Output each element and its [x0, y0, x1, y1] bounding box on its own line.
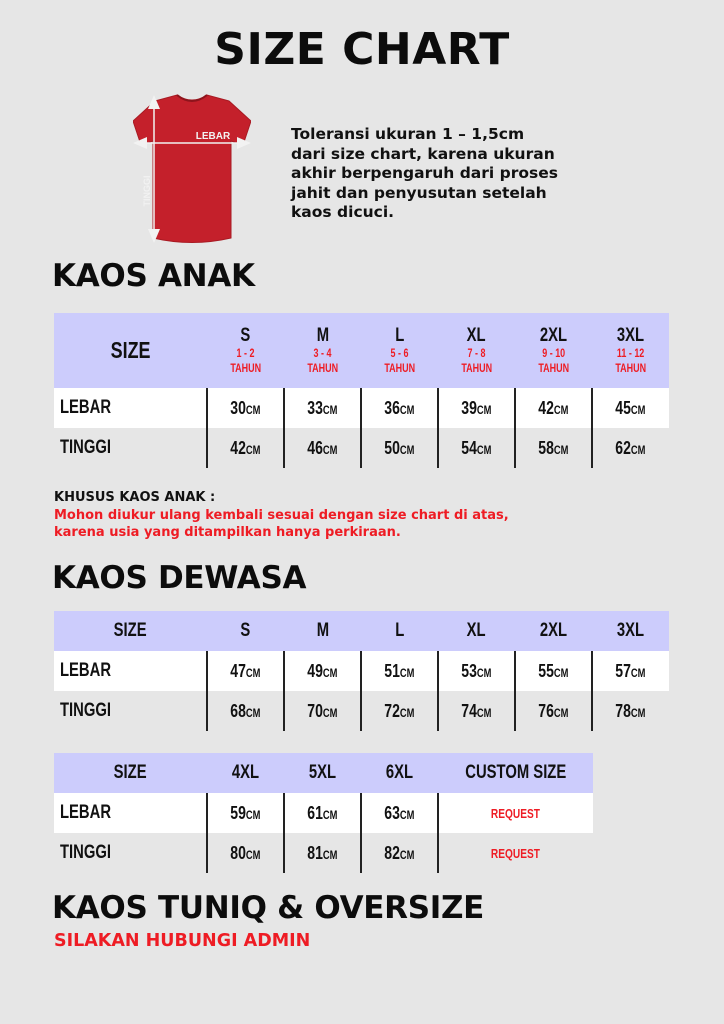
column-header-m: M 3 - 4 TAHUN: [307, 325, 338, 375]
note-line: Mohon diukur ulang kembali sesuai dengan size chart di atas,: [54, 507, 509, 523]
table-cell: 53CM: [461, 660, 492, 681]
column-header-custom-size: CUSTOM SIZE: [464, 762, 567, 783]
page-title: SIZE CHART: [214, 24, 510, 75]
tshirt-measure-illustration: [133, 93, 251, 245]
kaos-tuniq-heading: KAOS TUNIQ & OVERSIZE: [52, 890, 485, 926]
table-cell: 72CM: [384, 700, 415, 721]
tolerance-note: [291, 125, 591, 223]
row-label-lebar: LEBAR: [60, 660, 112, 681]
column-header-l: L 5 - 6 TAHUN: [384, 325, 415, 375]
table-cell: 47CM: [230, 660, 261, 681]
table-cell: 59CM: [230, 802, 261, 823]
column-header-l: L: [394, 620, 405, 641]
note-title: KHUSUS KAOS ANAK :: [54, 490, 216, 505]
table-cell: 46CM: [307, 437, 338, 458]
tolerance-line: jahit dan penyusutan setelah: [291, 183, 547, 202]
column-header-5xl: 5XL: [308, 762, 337, 783]
row-label-tinggi: TINGGI: [60, 700, 112, 721]
row-label-tinggi: TINGGI: [60, 842, 112, 863]
row-label-lebar: LEBAR: [60, 802, 112, 823]
tolerance-line: Toleransi ukuran 1 – 1,5cm: [291, 125, 525, 143]
tolerance-line: akhir berpengaruh dari proses: [291, 164, 558, 182]
kaos-dewasa-table-2: [54, 753, 593, 873]
tshirt-shape: [133, 95, 251, 243]
table-cell: 57CM: [615, 660, 646, 681]
table-cell: 51CM: [384, 660, 415, 681]
size-header: SIZE: [114, 620, 147, 641]
table-cell: 50CM: [384, 437, 415, 458]
table-cell: 55CM: [538, 660, 569, 681]
size-header: SIZE: [110, 337, 151, 363]
column-header-3xl: 3XL 11 - 12 TAHUN: [615, 325, 646, 375]
table-cell: 82CM: [384, 842, 415, 863]
size-header: SIZE: [114, 762, 147, 783]
table-cell: 49CM: [307, 660, 338, 681]
table-cell: 70CM: [307, 700, 338, 721]
table-cell: 81CM: [307, 842, 338, 863]
table-cell: 74CM: [461, 700, 492, 721]
table-cell: 42CM: [538, 397, 569, 418]
table-cell: 62CM: [615, 437, 646, 458]
column-header-6xl: 6XL: [385, 762, 414, 783]
table-cell: 80CM: [230, 842, 261, 863]
column-header-xl: XL 7 - 8 TAHUN: [461, 325, 492, 375]
kaos-dewasa-table-1: [54, 611, 669, 731]
table-cell: 45CM: [615, 397, 646, 418]
shirt-lebar-label: LEBAR: [195, 131, 231, 142]
custom-request-cell: REQUEST: [490, 845, 541, 861]
table-cell: 78CM: [615, 700, 646, 721]
table-cell: 76CM: [538, 700, 569, 721]
shirt-tinggi-label: TINGGI: [142, 175, 152, 207]
column-header-xl: XL: [467, 620, 486, 641]
tolerance-line: dari size chart, karena ukuran: [291, 144, 555, 163]
column-header-3xl: 3XL: [616, 620, 645, 641]
table-cell: 68CM: [230, 700, 261, 721]
column-header-4xl: 4XL: [231, 762, 260, 783]
table-cell: 54CM: [461, 437, 492, 458]
table-cell: 33CM: [307, 397, 338, 418]
column-header-s: S: [240, 620, 251, 641]
custom-request-cell: REQUEST: [490, 805, 541, 821]
row-label-lebar: LEBAR: [60, 397, 112, 418]
tolerance-line: kaos dicuci.: [291, 203, 395, 221]
kaos-anak-note: [54, 489, 509, 542]
kaos-anak-table: [54, 313, 669, 468]
table-cell: 61CM: [307, 802, 338, 823]
table-cell: 39CM: [461, 397, 492, 418]
column-header-2xl: 2XL: [539, 620, 568, 641]
table-cell: 36CM: [384, 397, 415, 418]
table-cell: 63CM: [384, 802, 415, 823]
column-header-2xl: 2XL 9 - 10 TAHUN: [538, 325, 569, 375]
kaos-dewasa-heading: KAOS DEWASA: [52, 560, 307, 596]
row-label-tinggi: TINGGI: [60, 437, 112, 458]
contact-admin-text: SILAKAN HUBUNGI ADMIN: [54, 931, 311, 951]
note-line: karena usia yang ditampilkan hanya perkiraan.: [54, 525, 401, 540]
table-cell: 42CM: [230, 437, 261, 458]
table-cell: 58CM: [538, 437, 569, 458]
column-header-m: M: [316, 620, 329, 641]
table-cell: 30CM: [230, 397, 261, 418]
kaos-anak-heading: KAOS ANAK: [52, 258, 255, 294]
column-header-s: S 1 - 2 TAHUN: [230, 325, 261, 375]
